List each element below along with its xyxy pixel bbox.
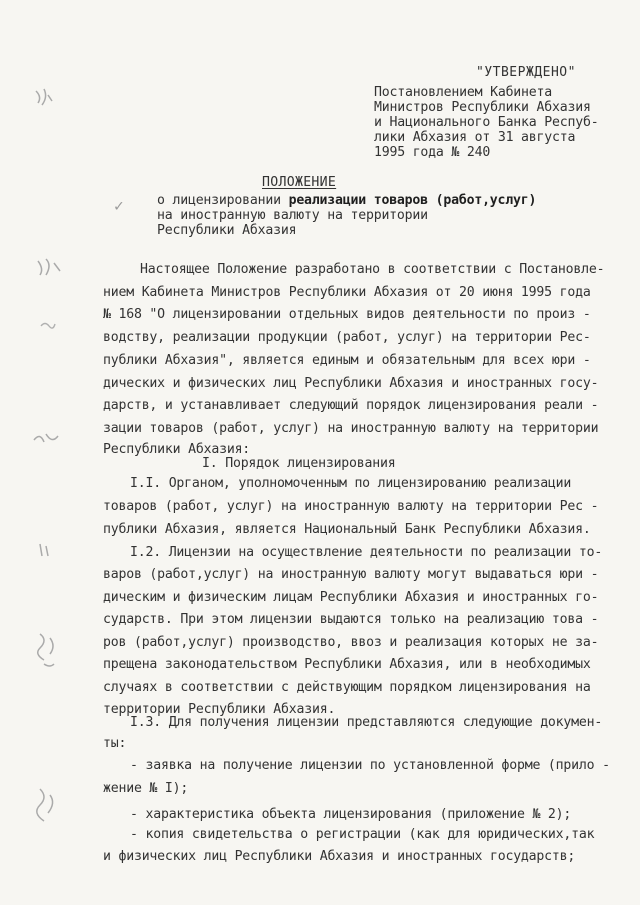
decree-line-4: лики Абхазия от 31 августа [374,130,576,145]
section-1-2-line-6: прещена законодательством Республики Абхазия, или в необходимых [103,657,591,672]
section-1-1-line-2: товаров (работ, услуг) на иностранную валюту на территории Рес - [103,499,599,514]
intro-line-5: публики Абхазия", является единым и обязательным для всех юри - [103,353,591,368]
margin-check-icon: ✓ [114,196,124,215]
intro-line-7: дарств, и устанавливает следующий порядок лицензирования реали - [103,398,599,413]
list-item-3-line-1: - копия свидетельства о регистрации (как для юридических,так [130,827,595,842]
list-item-3-line-2: и физических лиц Республики Абхазия и иностранных государств; [103,849,576,864]
intro-line-2: нием Кабинета Министров Республики Абхазия от 20 июня 1995 года [103,285,591,300]
list-item-1-line-2: жение № I); [103,781,189,796]
section-1-2-line-7: случаях в соответствии с действующим порядком лицензирования на [103,680,591,695]
decree-line-5: 1995 года № 240 [374,145,491,160]
margin-mark-icon [28,85,58,115]
section-1-3-line-2: ты: [103,736,127,751]
section-1-heading: I. Порядок лицензирования [202,456,396,471]
intro-line-8: зации товаров (работ, услуг) на иностранную валюту на территории [103,421,599,436]
decree-line-2: Министров Республики Абхазия [374,100,591,115]
section-1-1-line-3: публики Абхазия, является Национальный Банк Республики Абхазия. [103,522,591,537]
title-line-3: Республики Абхазия [157,223,297,238]
margin-mark-icon [30,428,64,452]
decree-line-3: и Национального Банка Респуб- [374,115,599,130]
intro-line-6: дических и физических лиц Республики Абхазия и иностранных госу- [103,376,599,391]
intro-line-9: Республики Абхазия: [103,442,251,457]
intro-line-1: Настоящее Положение разработано в соответствии с Постановле- [140,262,605,277]
margin-mark-icon [38,318,58,334]
list-item-2: - характеристика объекта лицензирования (приложение № 2); [130,807,572,822]
title-line-1-emphasis: реализации товаров (работ,услуг) [288,193,537,208]
section-1-2-line-8: территории Республики Абхазия. [103,702,336,717]
list-item-1-line-1: - заявка на получение лицензии по установленной форме (прило - [130,758,610,773]
section-1-2-line-3: дическим и физическим лицам Республики Абхазия и иностранных го- [103,590,599,605]
margin-mark-icon [30,785,62,831]
margin-mark-icon [34,255,64,281]
section-1-2-line-4: сударств. При этом лицензии выдаются только на реализацию това - [103,612,599,627]
intro-line-3: № 168 "О лицензировании отдельных видов деятельности по произ - [103,307,591,322]
margin-mark-icon [34,540,54,560]
decree-line-1: Постановлением Кабинета [374,85,553,100]
section-1-2-line-2: варов (работ,услуг) на иностранную валюту могут выдаваться юри - [103,567,599,582]
intro-line-4: водству, реализации продукции (работ, услуг) на территории Рес- [103,330,591,345]
section-1-3-line-1: I.3. Для получения лицензии представляются следующие докумен- [130,715,603,730]
title-line-2: на иностранную валюту на территории [157,208,428,223]
approval-label: "УТВЕРЖДЕНО" [476,65,576,80]
title-line-1-start: о лицензировании [157,193,289,208]
section-1-2-line-1: I.2. Лицензии на осуществление деятельности по реализации то- [130,545,603,560]
document-title: ПОЛОЖЕНИЕ [262,175,337,190]
margin-mark-icon [32,630,64,674]
section-1-1-line-1: I.I. Органом, уполномоченным по лицензированию реализации [130,476,572,491]
section-1-2-line-5: ров (работ,услуг) производство, ввоз и реализация которых не за- [103,635,599,650]
